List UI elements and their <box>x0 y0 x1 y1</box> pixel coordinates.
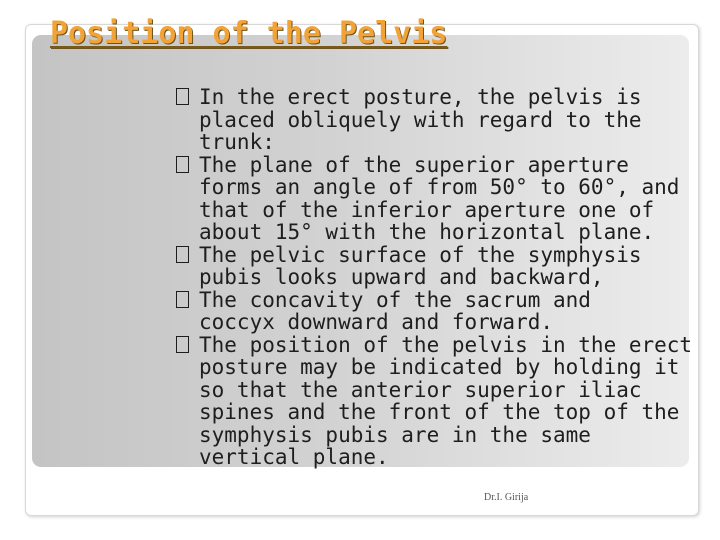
bullet-text-line: posture may be indicated by holding it <box>199 355 680 379</box>
bullet-text-line: The position of the pelvis in the erect <box>199 332 693 357</box>
footer-author: Dr.I. Girija <box>484 492 529 503</box>
bullet-text-line: In the erect posture, the pelvis is <box>199 85 642 109</box>
bullet-item <box>176 244 716 289</box>
bullet-text-line: coccyx downward and forward. <box>199 310 554 334</box>
bullet-text-line: The pelvic surface of the symphysis <box>199 242 642 267</box>
empty-box-icon <box>176 291 189 308</box>
bullet-text-line: forms an angle of from 50° to 60°, and <box>199 175 680 199</box>
empty-box-icon <box>176 88 189 105</box>
bullet-text-line: about 15° with the horizontal plane. <box>199 220 655 244</box>
bullet-text-line: trunk: <box>199 130 275 154</box>
bullet-item <box>176 334 716 469</box>
bullet-item <box>176 86 716 154</box>
bullet-text-line: pubis looks upward and backward, <box>199 265 604 289</box>
bullet-text-line: The plane of the superior aperture <box>199 152 629 177</box>
bullet-text-line: placed obliquely with regard to the <box>199 107 642 132</box>
bullet-text-line: symphysis pubis are in the same <box>199 422 591 447</box>
bullet-text-line: The concavity of the sacrum and <box>199 287 591 312</box>
empty-box-icon <box>176 336 189 353</box>
empty-box-icon <box>176 156 189 173</box>
slide-title: Position of the Pelvis <box>50 16 448 51</box>
bullet-text-line: that of the inferior aperture one of <box>199 197 655 222</box>
bullet-text-line: spines and the front of the top of the <box>199 400 680 424</box>
bullet-text-line: vertical plane. <box>199 445 389 469</box>
empty-box-icon <box>176 246 189 263</box>
bullet-item <box>176 154 716 244</box>
bullet-text-line: so that the anterior superior iliac <box>199 377 642 402</box>
bullet-item <box>176 289 716 334</box>
bullet-list <box>176 86 716 469</box>
